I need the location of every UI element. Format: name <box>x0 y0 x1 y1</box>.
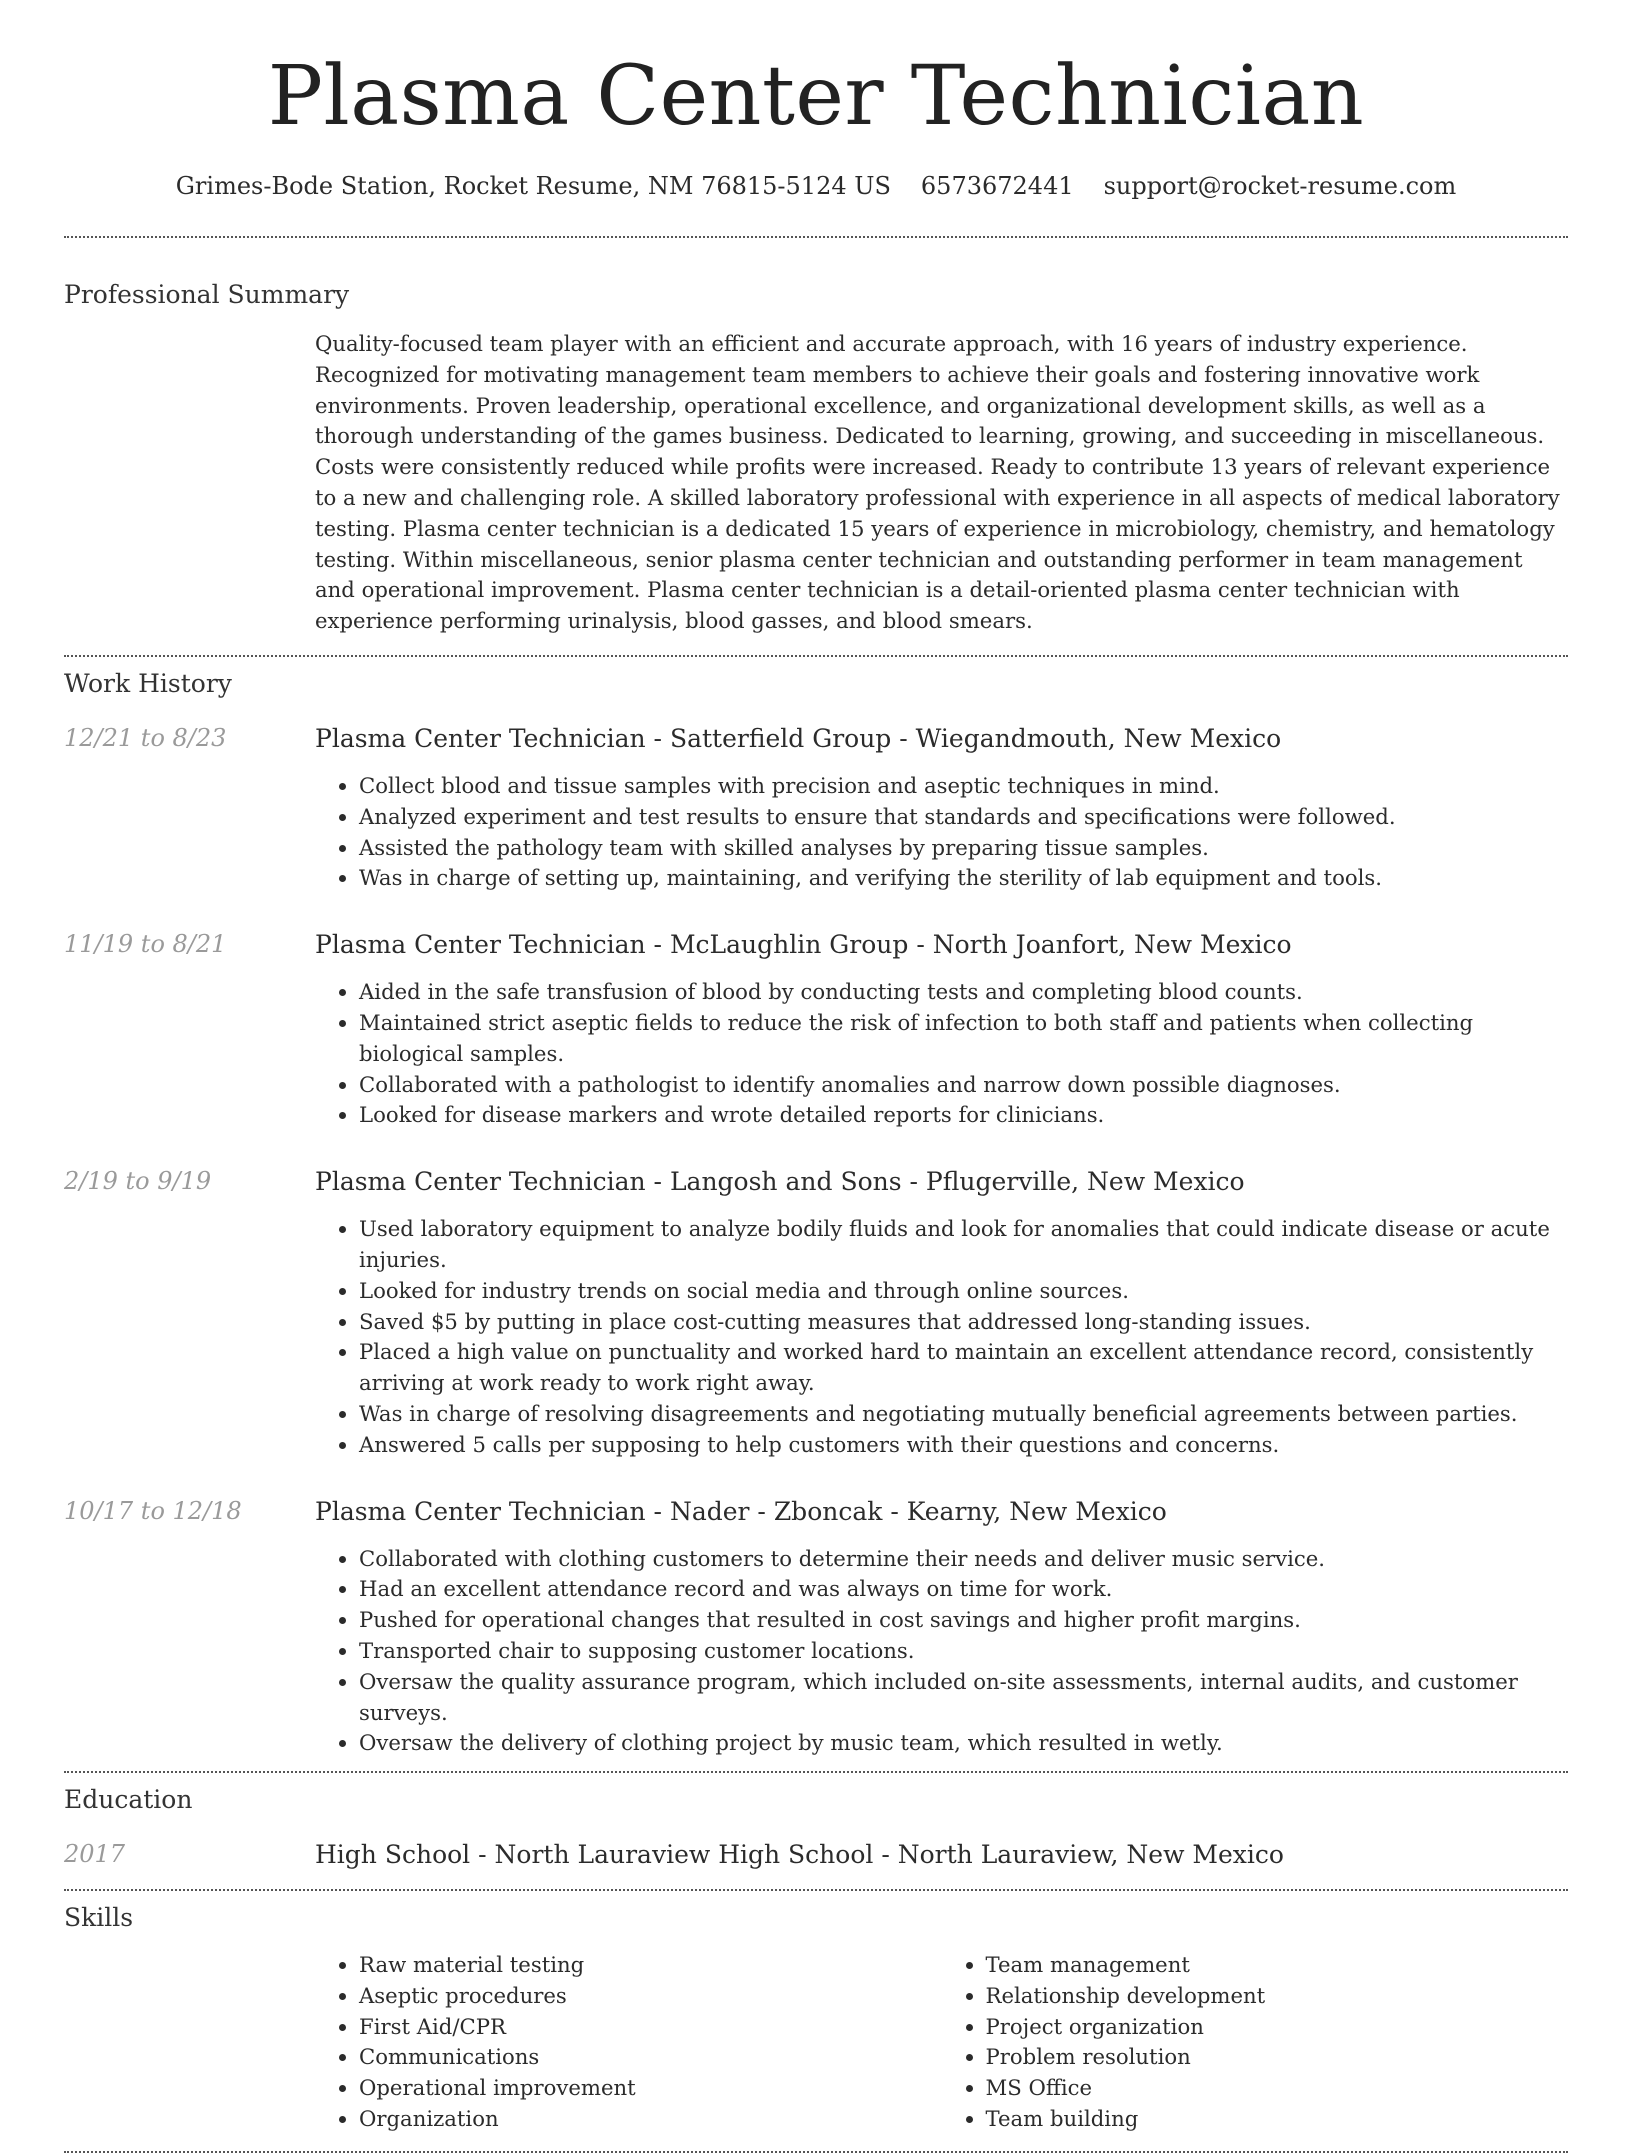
education-entry <box>64 1840 1568 1869</box>
job-bullet: • Analyzed experiment and test results to ensure that standards and specifications were followed. <box>359 802 1568 833</box>
contact-phone: 6573672441 <box>920 172 1074 200</box>
contact-line <box>64 172 1568 200</box>
skills-list-right <box>942 1950 1569 2135</box>
section-title-education: Education <box>64 1785 193 1815</box>
skill-item: • Problem resolution <box>986 2042 1569 2073</box>
section-title-summary: Professional Summary <box>64 280 350 309</box>
resume-page <box>64 0 1568 2153</box>
job-bullets <box>315 1544 1568 1760</box>
job-bullet: • Collect blood and tissue samples with precision and aseptic techniques in mind. <box>359 771 1568 802</box>
job-bullet: • Looked for disease markers and wrote detailed reports for clinicians. <box>359 1100 1568 1131</box>
job-bullet: • Assisted the pathology team with skilled analyses by preparing tissue samples. <box>359 833 1568 864</box>
job-bullets <box>315 771 1568 894</box>
divider <box>64 236 1568 238</box>
job-bullet: • Was in charge of setting up, maintaining, and verifying the sterility of lab equipment and tools. <box>359 863 1568 894</box>
job-bullet: • Had an excellent attendance record and was always on time for work. <box>359 1574 1568 1605</box>
skills-grid <box>315 1950 1568 2135</box>
skill-item: • MS Office <box>986 2073 1569 2104</box>
job-heading: Plasma Center Technician - Satterfield Group - Wiegandmouth, New Mexico <box>315 723 1282 753</box>
skill-item: • Team building <box>986 2104 1569 2135</box>
job-bullet: • Looked for industry trends on social media and through online sources. <box>359 1276 1568 1307</box>
education-date: 2017 <box>64 1840 126 1869</box>
skill-item: • Organization <box>359 2104 942 2135</box>
contact-email: support@rocket-resume.com <box>1103 172 1457 200</box>
job-dates: 2/19 to 9/19 <box>64 1167 212 1196</box>
job-dates: 10/17 to 12/18 <box>64 1496 242 1525</box>
divider <box>64 1889 1568 1891</box>
job-bullet: • Answered 5 calls per supposing to help customers with their questions and concerns. <box>359 1430 1568 1461</box>
job-bullet: • Maintained strict aseptic fields to reduce the risk of infection to both staff and patients when collecting biological samples. <box>359 1008 1568 1070</box>
summary-section <box>64 280 1568 637</box>
job-entry <box>64 1167 1568 1460</box>
job-bullet: • Oversaw the delivery of clothing project by music team, which resulted in wetly. <box>359 1728 1568 1759</box>
job-bullet: • Oversaw the quality assurance program, which included on-site assessments, internal audits, and customer surveys. <box>359 1667 1568 1729</box>
job-bullet: • Collaborated with clothing customers to determine their needs and deliver music service. <box>359 1544 1568 1575</box>
education-heading: High School - North Lauraview High School - North Lauraview, New Mexico <box>315 1840 1284 1870</box>
job-bullet: • Placed a high value on punctuality and worked hard to maintain an excellent attendance record, consistently arriving at work ready to work right away. <box>359 1337 1568 1399</box>
work-history-section <box>64 669 1568 1759</box>
divider <box>64 655 1568 657</box>
job-bullet: • Saved $5 by putting in place cost-cutting measures that addressed long-standing issues. <box>359 1307 1568 1338</box>
job-dates: 11/19 to 8/21 <box>64 930 227 959</box>
summary-text: Quality-focused team player with an efficient and accurate approach, with 16 years of industry experience. Recognized for motivating management team members to achieve their goals and fostering innovative work environments. Proven leadership, operational excellence, and organizational development skills, as well as a thorough understanding of the games business. Dedicated to learning, growing, and succeeding in miscellaneous. Costs were consistently reduced while profits were increased. Ready to contribute 13 years of relevant experience to a new and challenging role. A skilled laboratory professional with experience in all aspects of medical laboratory testing. Plasma center technician is a dedicated 15 years of experience in microbiology, chemistry, and hematology testing. Within miscellaneous, senior plasma center technician and outstanding performer in team management and operational improvement. Plasma center technician is a detail-oriented plasma center technician with experience performing urinalysis, blood gasses, and blood smears. <box>315 331 1560 634</box>
skill-item: • Aseptic procedures <box>359 1981 942 2012</box>
resume-name: Plasma Center Technician <box>267 49 1365 144</box>
contact-address: Grimes-Bode Station, Rocket Resume, NM 76815-5124 US <box>175 172 891 200</box>
job-bullets <box>315 1214 1568 1460</box>
job-heading: Plasma Center Technician - McLaughlin Group - North Joanfort, New Mexico <box>315 930 1292 960</box>
job-bullet: • Collaborated with a pathologist to identify anomalies and narrow down possible diagnoses. <box>359 1070 1568 1101</box>
divider <box>64 1771 1568 1773</box>
job-entry <box>64 930 1568 1131</box>
job-bullet: • Used laboratory equipment to analyze bodily fluids and look for anomalies that could indicate disease or acute injuries. <box>359 1214 1568 1276</box>
skills-list-left <box>315 1950 942 2135</box>
job-bullet: • Transported chair to supposing customer locations. <box>359 1636 1568 1667</box>
job-heading: Plasma Center Technician - Langosh and Sons - Pflugerville, New Mexico <box>315 1167 1245 1197</box>
job-entry <box>64 724 1568 894</box>
skill-item: • Communications <box>359 2042 942 2073</box>
skill-item: • First Aid/CPR <box>359 2012 942 2043</box>
job-heading: Plasma Center Technician - Nader - Zboncak - Kearny, New Mexico <box>315 1496 1167 1526</box>
job-bullets <box>315 977 1568 1131</box>
education-section <box>64 1785 1568 1869</box>
job-bullet: • Pushed for operational changes that resulted in cost savings and higher profit margins. <box>359 1605 1568 1636</box>
skills-section <box>64 1903 1568 2135</box>
skill-item: • Project organization <box>986 2012 1569 2043</box>
job-dates: 12/21 to 8/23 <box>64 723 227 752</box>
skill-item: • Team management <box>986 1950 1569 1981</box>
skill-item: • Relationship development <box>986 1981 1569 2012</box>
skill-item: • Operational improvement <box>359 2073 942 2104</box>
job-bullet: • Was in charge of resolving disagreements and negotiating mutually beneficial agreements between parties. <box>359 1399 1568 1430</box>
job-entry <box>64 1497 1568 1760</box>
section-title-work: Work History <box>64 668 232 698</box>
skill-item: • Raw material testing <box>359 1950 942 1981</box>
job-bullet: • Aided in the safe transfusion of blood by conducting tests and completing blood counts. <box>359 977 1568 1008</box>
section-title-skills: Skills <box>64 1903 134 1933</box>
